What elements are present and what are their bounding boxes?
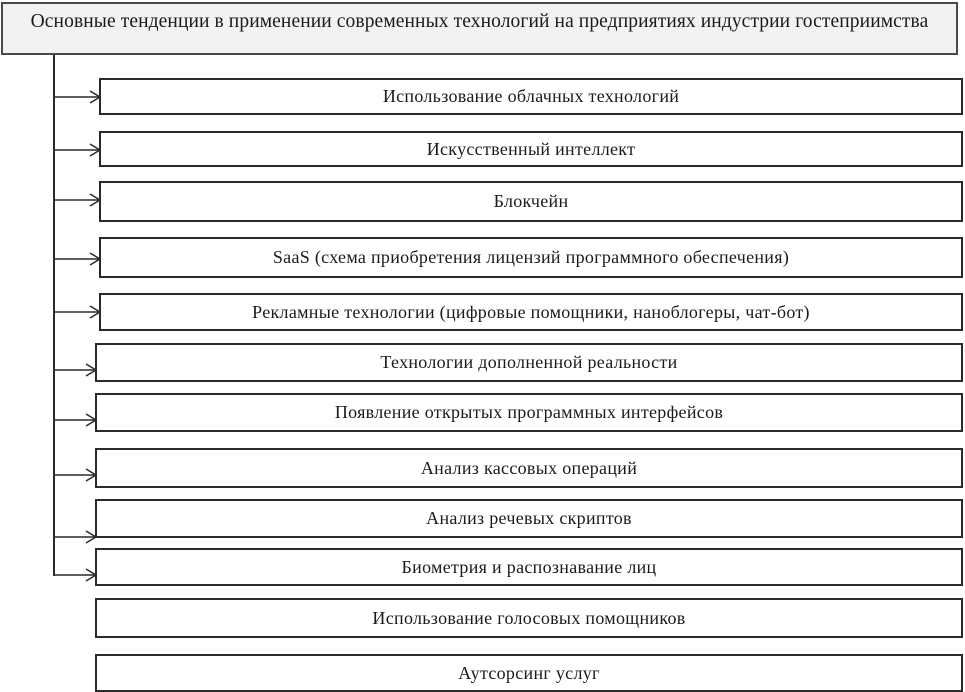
trend-open-apis: Появление открытых программных интерфейсов	[95, 393, 963, 432]
trend-biometrics-face-recognition: Биометрия и распознавание лиц	[95, 548, 963, 586]
trend-cloud-technologies: Использование облачных технологий	[99, 78, 963, 115]
arrow-8	[54, 467, 98, 483]
trend-saas: SaaS (схема приобретения лицензий программного обеспечения)	[99, 237, 963, 278]
arrow-4	[54, 251, 102, 267]
arrow-2	[54, 142, 102, 158]
arrow-10	[54, 567, 98, 583]
arrow-9	[54, 529, 98, 545]
arrow-5	[54, 304, 102, 320]
trend-artificial-intelligence: Искусственный интеллект	[99, 131, 963, 167]
arrow-1	[54, 89, 102, 105]
trend-speech-scripts-analysis: Анализ речевых скриптов	[95, 499, 963, 538]
trend-blockchain: Блокчейн	[99, 181, 963, 222]
trend-advertising-technologies: Рекламные технологии (цифровые помощники, наноблогеры, чат-бот)	[99, 293, 963, 331]
trend-voice-assistants: Использование голосовых помощников	[95, 598, 963, 638]
arrow-6	[54, 362, 98, 378]
arrow-7	[54, 412, 98, 428]
trend-outsourcing: Аутсорсинг услуг	[95, 654, 963, 692]
arrow-3	[54, 192, 102, 208]
trend-augmented-reality: Технологии дополненной реальности	[95, 343, 963, 382]
diagram-title: Основные тенденции в применении современных технологий на предприятиях индустрии гостеприимства	[1, 2, 958, 55]
trend-cash-operations-analysis: Анализ кассовых операций	[95, 448, 963, 488]
